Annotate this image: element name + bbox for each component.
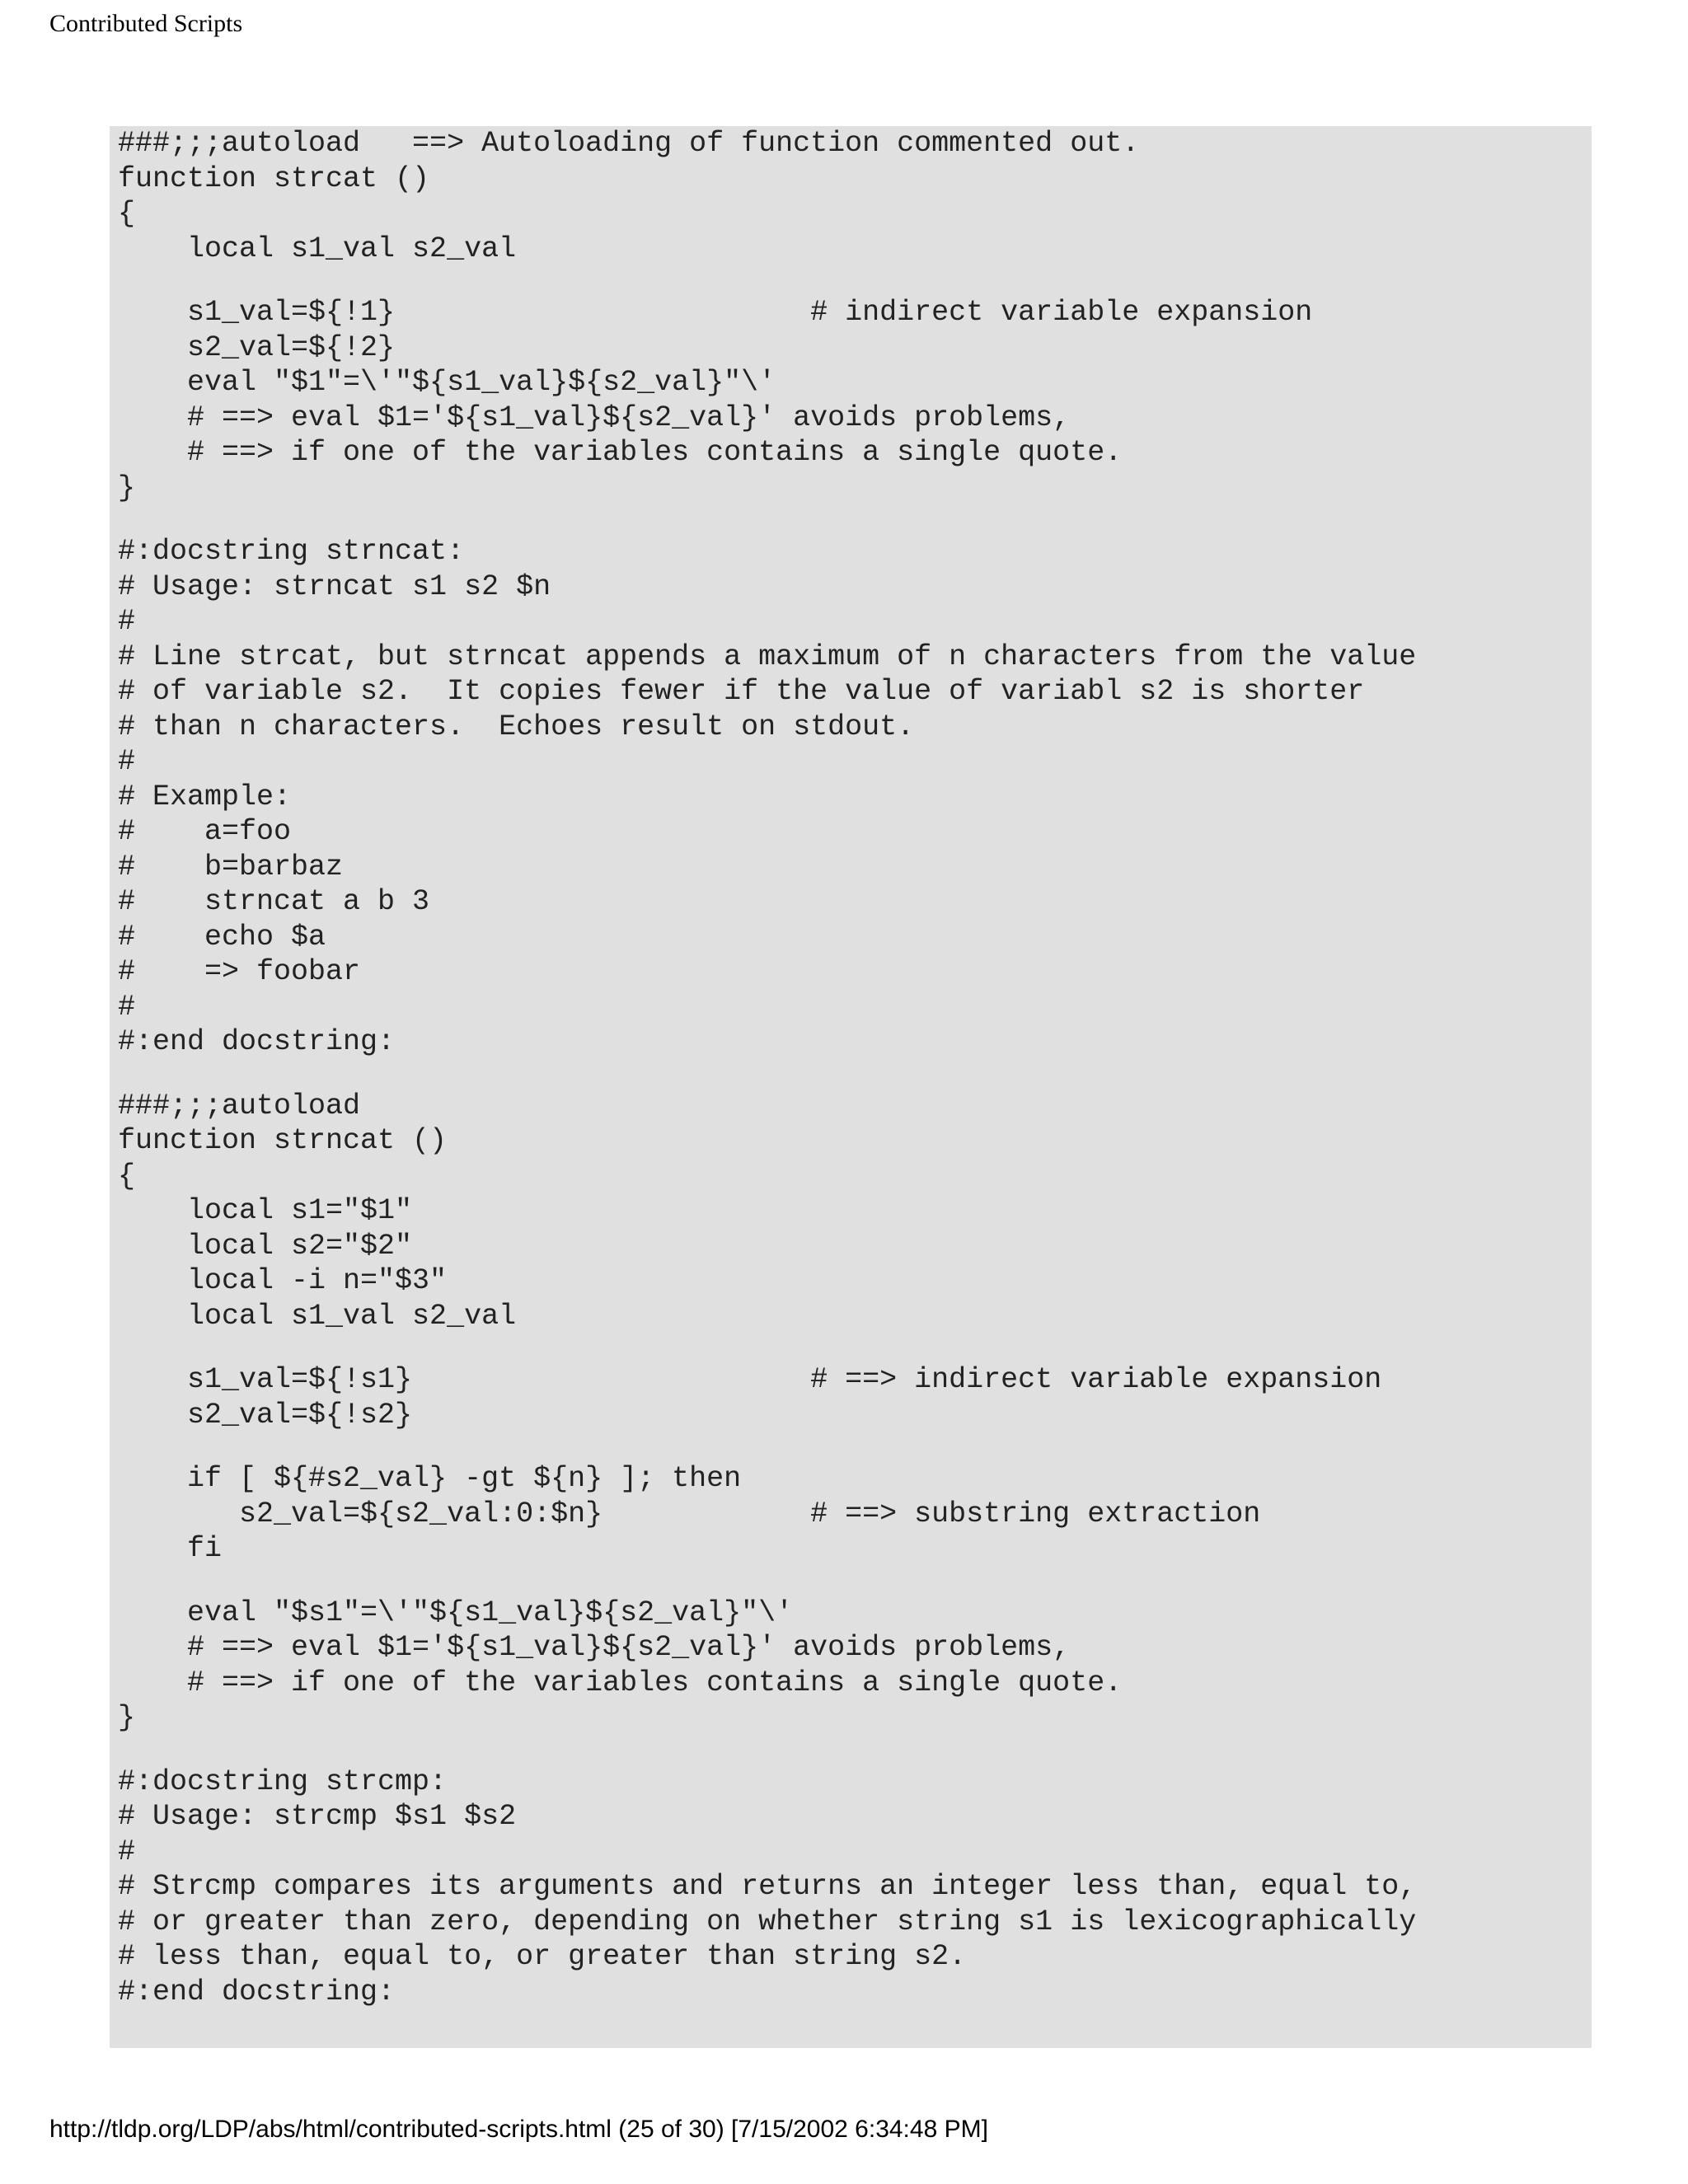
page-header-title: Contributed Scripts xyxy=(49,10,243,37)
code-line: function strcat () xyxy=(118,162,430,195)
code-line-blank xyxy=(118,1736,1416,1765)
code-line: # ==> eval $1='${s1_val}${s2_val}' avoids problems, xyxy=(118,1631,1071,1664)
code-line: # ==> eval $1='${s1_val}${s2_val}' avoids problems, xyxy=(118,401,1071,434)
code-line: #:docstring strncat: xyxy=(118,535,465,568)
code-line-blank xyxy=(118,1567,1416,1596)
code-line: #:docstring strcmp: xyxy=(118,1765,448,1798)
code-line-blank xyxy=(118,1333,1416,1362)
page-footer-url: http://tldp.org/LDP/abs/html/contributed-scripts.html (25 of 30) [7/15/2002 6:34:48 PM] xyxy=(49,2116,988,2143)
code-line: s2_val=${!2} xyxy=(118,330,396,364)
code-line: local s1="$1" xyxy=(118,1194,413,1227)
code-line: # Usage: strncat s1 s2 $n xyxy=(118,569,551,603)
code-text xyxy=(118,126,1416,2009)
code-line: s2_val=${s2_val:0:$n} # ==> substring extraction xyxy=(118,1497,1261,1530)
code-line: # ==> if one of the variables contains a single quote. xyxy=(118,1666,1123,1699)
code-line: # xyxy=(118,605,136,638)
code-line: # Usage: strcmp $s1 $s2 xyxy=(118,1800,517,1833)
code-line-blank xyxy=(118,266,1416,295)
code-line: # Line strcat, but strncat appends a maximum of n characters from the value xyxy=(118,640,1417,673)
code-line: # than n characters. Echoes result on stdout. xyxy=(118,710,915,743)
code-line: function strncat () xyxy=(118,1124,448,1157)
code-line: if [ ${#s2_val} -gt ${n} ]; then xyxy=(118,1462,742,1495)
code-line: s1_val=${!1} # indirect variable expansion xyxy=(118,296,1313,329)
code-line: { xyxy=(118,1159,136,1193)
code-line: # xyxy=(118,990,136,1024)
code-line: # echo $a xyxy=(118,920,326,954)
code-line: # of variable s2. It copies fewer if the value of variabl s2 is shorter xyxy=(118,675,1365,708)
code-line: ###;;;autoload ==> Autoloading of function commented out. xyxy=(118,127,1140,160)
code-line: } xyxy=(118,471,136,504)
code-line: # a=foo xyxy=(118,815,292,848)
code-line: # xyxy=(118,1835,136,1868)
code-line: # Strcmp compares its arguments and returns an integer less than, equal to, xyxy=(118,1870,1417,1903)
code-line: # strncat a b 3 xyxy=(118,885,430,918)
code-line: } xyxy=(118,1701,136,1734)
code-line: s2_val=${!s2} xyxy=(118,1398,413,1432)
code-line: fi xyxy=(118,1532,223,1565)
code-line: # b=barbaz xyxy=(118,850,344,883)
code-line: eval "$s1"=\'"${s1_val}${s2_val}"\' xyxy=(118,1596,794,1629)
code-line: # Example: xyxy=(118,780,292,813)
code-line: { xyxy=(118,197,136,230)
code-line-blank xyxy=(118,1432,1416,1461)
code-line: #:end docstring: xyxy=(118,1025,396,1058)
code-line: eval "$1"=\'"${s1_val}${s2_val}"\' xyxy=(118,366,776,399)
code-line: local -i n="$3" xyxy=(118,1264,448,1297)
code-listing xyxy=(110,126,1592,2048)
code-line-blank xyxy=(118,505,1416,534)
code-line: local s2="$2" xyxy=(118,1229,413,1263)
code-line: s1_val=${!s1} # ==> indirect variable expansion xyxy=(118,1363,1382,1396)
code-line: # ==> if one of the variables contains a single quote. xyxy=(118,436,1123,469)
code-line: ###;;;autoload xyxy=(118,1089,361,1122)
code-line: # or greater than zero, depending on whether string s1 is lexicographically xyxy=(118,1905,1417,1938)
code-line: # => foobar xyxy=(118,955,361,988)
code-line-blank xyxy=(118,1060,1416,1089)
code-line: # less than, equal to, or greater than string s2. xyxy=(118,1940,967,1973)
code-line: # xyxy=(118,745,136,778)
code-line: local s1_val s2_val xyxy=(118,1299,517,1333)
code-line: local s1_val s2_val xyxy=(118,232,517,265)
code-line: #:end docstring: xyxy=(118,1975,396,2008)
